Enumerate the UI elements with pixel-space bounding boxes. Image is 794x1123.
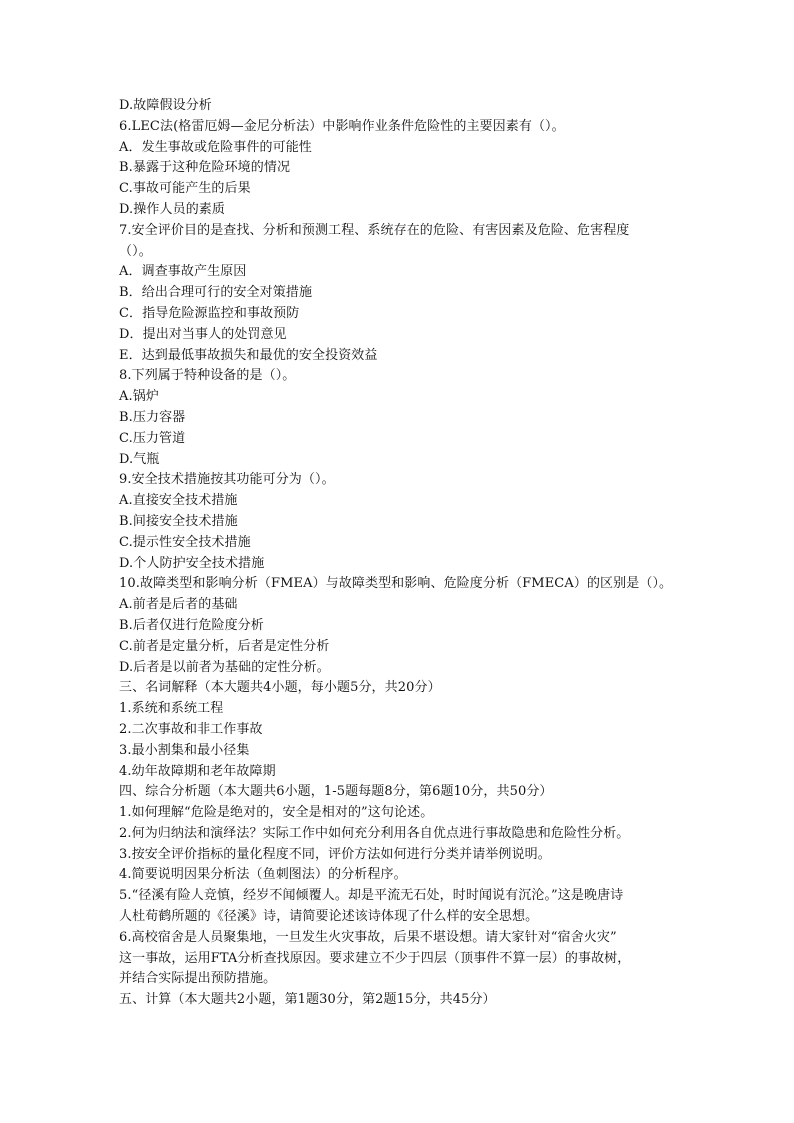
analysis-q4: 4.简要说明因果分析法（鱼刺图法）的分析程序。 [119,867,407,883]
q9-option-c: C.提示性安全技术措施 [119,534,251,550]
q8-option-c: C.压力管道 [119,430,186,446]
analysis-q6: 6.高校宿舍是人员聚集地，一旦发生火灾事故，后果不堪设想。请大家针对“宿舍火灾” [119,929,617,945]
q8-option-d: D.气瓶 [119,451,160,467]
q7-option-a: A．调查事故产生原因 [119,264,247,280]
q9-option-a: A.直接安全技术措施 [119,493,238,509]
q10-option-b: B.后者仅进行危险度分析 [119,617,264,633]
q6-option-d: D.操作人员的素质 [119,201,225,217]
analysis-q5: 5.“径溪有险人竞慎，经岁不闻倾覆人。却是平流无石处，时时闻说有沉沦。”这是晚唐诗 [119,888,624,904]
section-4-heading: 四、综合分析题（本大题共6小题，1-5题每题8分，第6题10分，共50分） [119,784,553,800]
question-9: 9.安全技术措施按其功能可分为（）。 [119,472,335,488]
q7-option-d: D．提出对当事人的处罚意见 [119,326,287,342]
q9-option-d: D.个人防护安全技术措施 [119,555,265,571]
q8-option-a: A.锅炉 [119,389,159,405]
question-10: 10.故障类型和影响分析（FMEA）与故障类型和影响、危险度分析（FMECA）的区别是（）。 [119,576,673,592]
analysis-q2: 2.何为归纳法和演绎法？实际工作中如何充分利用各自优点进行事故隐患和危险性分析。 [119,825,630,841]
question-7-cont: （）。 [119,243,152,259]
question-8: 8.下列属于特种设备的是（）。 [119,368,296,384]
analysis-q6-cont-1: 这一事故，运用FTA分析查找原因。要求建立不少于四层（顶事件不算一层）的事故树， [119,950,631,966]
q6-option-a: A．发生事故或危险事件的可能性 [119,139,312,155]
option-d-fault-hypothesis: D.故障假设分析 [119,98,212,113]
analysis-q1: 1.如何理解“危险是绝对的，安全是相对的”这句论述。 [119,805,434,821]
term-4: 4.幼年故障期和老年故障期 [119,763,276,779]
q7-option-e: E．达到最低事故损失和最优的安全投资效益 [119,347,378,363]
analysis-q3: 3.按安全评价指标的量化程度不同，评价方法如何进行分类并请举例说明。 [119,846,551,862]
analysis-q6-cont-2: 并结合实际提出预防措施。 [119,971,277,987]
q10-option-c: C.前者是定量分析，后者是定性分析 [119,638,330,654]
section-3-heading: 三、名词解释（本大题共4小题，每小题5分，共20分） [119,680,441,696]
q6-option-c: C.事故可能产生的后果 [119,181,251,197]
q9-option-b: B.间接安全技术措施 [119,513,238,529]
document-body [119,96,679,1011]
term-3: 3.最小割集和最小径集 [119,742,250,758]
question-7: 7.安全评价目的是查找、分析和预测工程、系统存在的危险、有害因素及危险、危害程度 [119,222,630,238]
q6-option-b: B.暴露于这种危险环境的情况 [119,160,291,176]
analysis-q5-cont: 人杜荀鹤所题的《径溪》诗，请简要论述该诗体现了什么样的安全思想。 [119,909,539,925]
q7-option-b: B．给出合理可行的安全对策措施 [119,285,313,301]
q10-option-a: A.前者是后者的基础 [119,597,238,613]
q10-option-d: D.后者是以前者为基础的定性分析。 [119,659,330,675]
question-6: 6.LEC法(格雷厄姆—金尼分析法）中影响作业条件危险性的主要因素有（）。 [119,118,565,134]
term-2: 2.二次事故和非工作事故 [119,721,263,737]
q8-option-b: B.压力容器 [119,409,186,425]
section-5-heading: 五、计算（本大题共2小题，第1题30分，第2题15分，共45分） [119,992,496,1008]
term-1: 1.系统和系统工程 [119,701,224,717]
q7-option-c: C．指导危险源监控和事故预防 [119,305,300,321]
